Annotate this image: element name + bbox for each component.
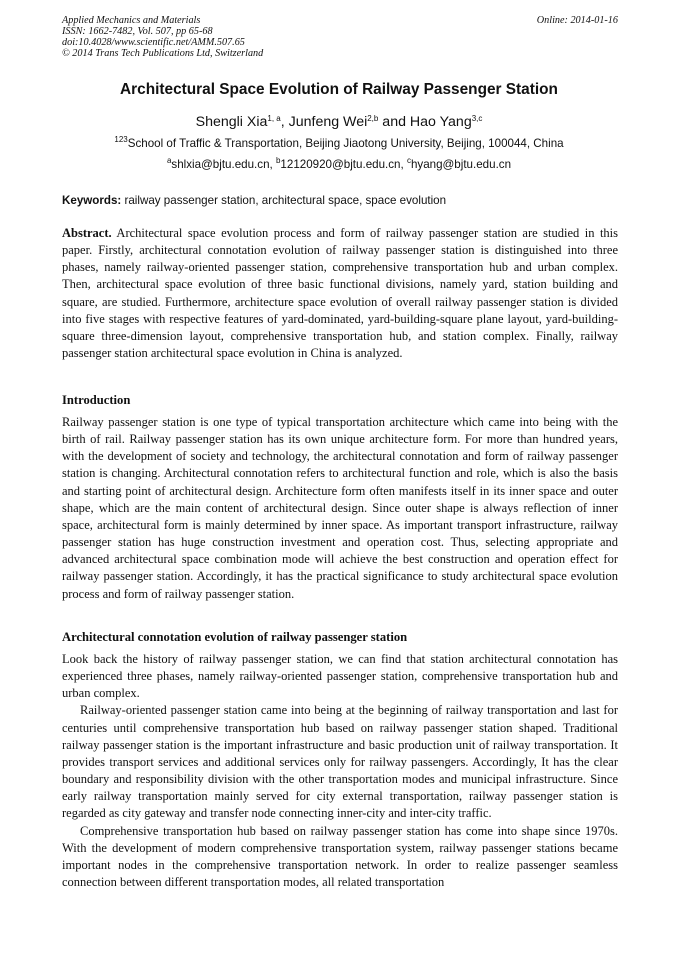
paper-title: Architectural Space Evolution of Railway Passenger Station <box>120 81 558 98</box>
section-heading-introduction: Introduction <box>62 393 131 407</box>
keywords <box>62 194 618 207</box>
introduction-body <box>62 414 618 603</box>
connotation-body <box>62 651 618 891</box>
body-paragraph: Comprehensive transportation hub based on railway passenger station has come into shape since 1970s. With the development of modern comprehensive transportation system, railway passenger stations became important nodes in the comprehensive transportation network. In order to realize passenger seamless connection between different transportation modes, all related transportation <box>62 823 618 890</box>
abstract-paragraph <box>62 225 618 362</box>
author-name: Junfeng Wei <box>288 114 368 130</box>
author-superscript: 3,c <box>471 114 483 123</box>
journal-header <box>62 15 618 59</box>
author-superscript: 2,b <box>367 114 379 123</box>
author-separator: and <box>378 114 410 130</box>
author-line <box>0 114 678 130</box>
body-paragraph: Railway-oriented passenger station came into being at the beginning of railway transportation and last for centuries until comprehensive transportation hub based on railway passenger station shaped. Traditional railway passenger station is the important infrastructure and basic production unit of railway transportation. It provides transport services and additional services only for railway passengers. Accordingly, It has the clear boundary and responsibility division with the other transportation modes and municipal infrastructure. Since early railway transportation mainly served for city external transportation, railway passenger station is regarded as city gateway and transfer node connecting inner-city and inter-city traffic. <box>62 703 618 821</box>
issn-line: ISSN: 1662-7482, Vol. 507, pp 65-68 <box>62 26 213 37</box>
abstract <box>62 225 618 362</box>
email-link[interactable]: hyang@bjtu.edu.cn <box>410 158 512 171</box>
author-superscript: 1, a <box>267 114 281 123</box>
online-date: Online: 2014-01-16 <box>536 15 618 26</box>
affiliation <box>0 137 678 150</box>
author-name: Shengli Xia <box>195 114 268 130</box>
author-separator: , <box>280 114 289 130</box>
body-paragraph: Railway passenger station is one type of typical transportation architecture which came into being with the birth of rail. Railway passenger station has its own unique architecture form. For more than hundred years, with the development of society and technology, the architectural connotation and form of railway passenger station is changing. Architectural connotation refers to architectural function and role, which is also the basis and starting point of architectural design. Architecture form often manifests itself in its inner space and outer shape, which are the main content of architectural design. Since outer shape is always reflection of inner space, architectural form is mainly determined by inner space. As important transport infrastructure, railway passenger station has huge construction investment and operation cost. Thus, selecting appropriate and advanced architectural space combination mode will achieve the best construction and operation effect for railway passenger station. Accordingly, it has the practical significance to study architectural space evolution process and form of railway passenger station. <box>62 415 618 601</box>
affiliation-text: School of Traffic & Transportation, Beijing Jiaotong University, Beijing, 100044, China <box>127 137 564 150</box>
body-paragraph: Look back the history of railway passenger station, we can find that station architectural connotation has experienced three phases, namely railway-oriented passenger station, comprehensive transportation hub and urban complex. <box>62 652 618 701</box>
keywords-label: Keywords: <box>62 194 122 207</box>
email-superscript: c <box>406 156 411 165</box>
email-link[interactable]: shlxia@bjtu.edu.cn, <box>171 158 276 171</box>
email-link[interactable]: 12120920@bjtu.edu.cn, <box>280 158 407 171</box>
doi-line[interactable]: doi:10.4028/www.scientific.net/AMM.507.65 <box>62 37 245 48</box>
email-superscript: a <box>166 156 172 165</box>
keywords-text: railway passenger station, architectural space, space evolution <box>121 194 447 207</box>
abstract-text: Architectural space evolution process and form of railway passenger station are studied in this paper. Firstly, architectural connotation evolution of railway passenger station is distinguished into three phases, namely railway-oriented passenger station, comprehensive transportation hub and urban complex. Then, architectural space evolution of three basic functional divisions, namely yard, station building and square, are studied. Furthermore, architecture space evolution of overall railway passenger station is divided into five stages with respective features of yard-dominated, yard-building-square plane layout, yard-building-square three-dimension layout, comprehensive transportation hub, and station complex. Finally, railway passenger station architectural space evolution in China is analyzed. <box>62 226 618 361</box>
section-heading-connotation: Architectural connotation evolution of railway passenger station <box>62 630 408 644</box>
author-name: Hao Yang <box>409 114 472 130</box>
affiliation-superscript: 123 <box>114 135 128 144</box>
copyright-line: © 2014 Trans Tech Publications Ltd, Switzerland <box>62 48 264 59</box>
email-line <box>0 158 678 171</box>
abstract-label: Abstract. <box>62 226 112 240</box>
email-superscript: b <box>275 156 281 165</box>
journal-name: Applied Mechanics and Materials <box>62 15 201 26</box>
